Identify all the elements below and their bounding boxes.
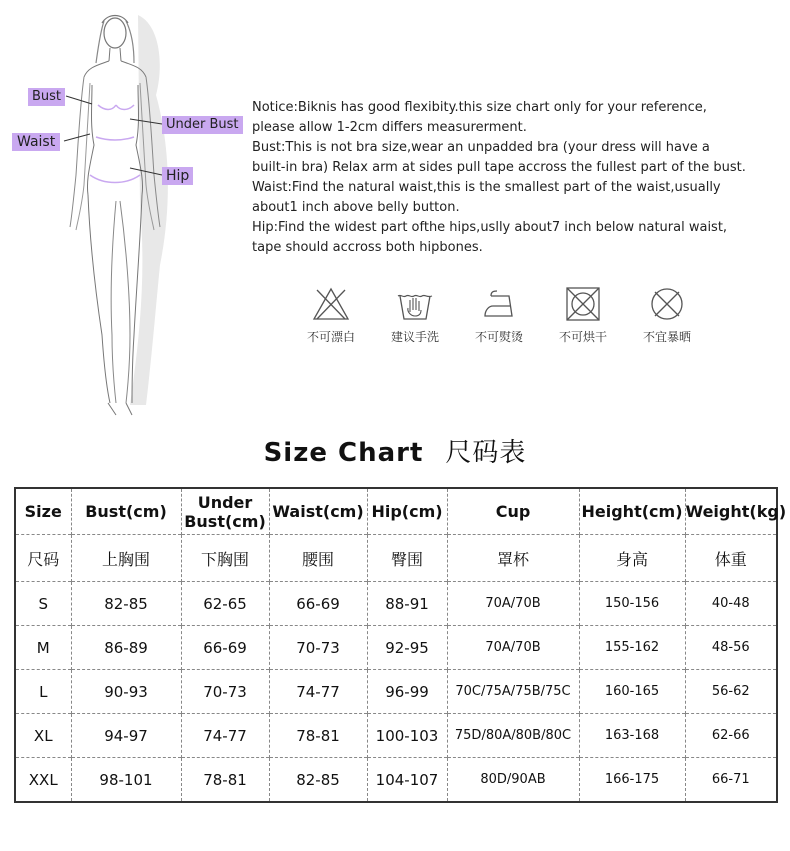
care-label: 不宜暴晒 [642, 330, 691, 344]
table-cell: 155-162 [579, 626, 685, 670]
header-row-chinese [15, 535, 777, 582]
table-cell: 62-65 [181, 582, 269, 626]
notice-line: built-in bra) Relax arm at sides pull tape accross the fullest part of the bust. [252, 160, 746, 175]
care-label: 不可烘干 [558, 330, 607, 344]
header-row [15, 488, 777, 535]
table-cell: 98-101 [71, 758, 181, 803]
column-header: Height(cm) [579, 488, 685, 535]
table-cell: 96-99 [367, 670, 447, 714]
notice-line: about1 inch above belly button. [252, 200, 460, 215]
column-header: Bust(cm) [71, 488, 181, 535]
size-chart-title-en: Size Chart [263, 438, 424, 468]
table-cell: 74-77 [181, 714, 269, 758]
table-cell: 75D/80A/80B/80C [447, 714, 579, 758]
table-cell: 70C/75A/75B/75C [447, 670, 579, 714]
notice-line: Waist:Find the natural waist,this is the smallest part of the waist,usually [252, 180, 721, 195]
table-cell: XXL [15, 758, 71, 803]
table-cell: 66-71 [685, 758, 777, 803]
table-cell: S [15, 582, 71, 626]
table-cell: 82-85 [71, 582, 181, 626]
table-row [15, 670, 777, 714]
care-item-no-sun-dry [632, 286, 702, 345]
table-cell: 48-56 [685, 626, 777, 670]
table-cell: 82-85 [269, 758, 367, 803]
hip-tag: Hip [162, 167, 193, 185]
no-bleach-icon [311, 286, 351, 322]
under-bust-tag: Under Bust [162, 116, 243, 134]
bust-tag: Bust [28, 88, 65, 106]
table-row [15, 582, 777, 626]
size-chart-title-cn: 尺码表 [445, 438, 527, 468]
notice-line: please allow 1-2cm differs measurerment. [252, 120, 527, 135]
waist-tag: Waist [12, 133, 60, 151]
care-label: 不可熨烫 [474, 330, 523, 344]
table-cell: 66-69 [181, 626, 269, 670]
column-header: Hip(cm) [367, 488, 447, 535]
table-cell: XL [15, 714, 71, 758]
column-header-cn: 臀围 [367, 535, 447, 582]
column-header: Under Bust(cm) [181, 488, 269, 535]
care-item-hand-wash [380, 286, 450, 345]
table-cell: 74-77 [269, 670, 367, 714]
care-item-no-iron [464, 286, 534, 345]
column-header: Cup [447, 488, 579, 535]
column-header: Waist(cm) [269, 488, 367, 535]
no-sun-dry-icon [647, 286, 687, 322]
table-cell: 78-81 [181, 758, 269, 803]
table-cell: 70-73 [269, 626, 367, 670]
care-instructions [296, 286, 716, 356]
hand-wash-icon [395, 286, 435, 322]
column-header-cn: 体重 [685, 535, 777, 582]
table-cell: 86-89 [71, 626, 181, 670]
column-header: Weight(kg) [685, 488, 777, 535]
table-cell: 163-168 [579, 714, 685, 758]
table-cell: 80D/90AB [447, 758, 579, 803]
column-header-cn: 下胸围 [181, 535, 269, 582]
table-cell: 100-103 [367, 714, 447, 758]
column-header: Size [24, 502, 62, 521]
notice-line: tape should accross both hipbones. [252, 240, 483, 255]
notice-line: Notice:Biknis has good flexibity.this size chart only for your reference, [252, 100, 707, 115]
table-row [15, 626, 777, 670]
column-header-cn: 尺码 [15, 535, 71, 582]
column-header-cn: 腰围 [269, 535, 367, 582]
care-item-no-tumble-dry [548, 286, 618, 345]
table-cell: 78-81 [269, 714, 367, 758]
column-header-cn: 上胸围 [71, 535, 181, 582]
table-cell: 62-66 [685, 714, 777, 758]
table-cell: 92-95 [367, 626, 447, 670]
table-cell: 104-107 [367, 758, 447, 803]
table-cell: 56-62 [685, 670, 777, 714]
table-cell: 88-91 [367, 582, 447, 626]
table-cell: L [15, 670, 71, 714]
table-cell: 94-97 [71, 714, 181, 758]
notice-line: Hip:Find the widest part ofthe hips,uslly about7 inch below natural waist, [252, 220, 728, 235]
table-cell: 40-48 [685, 582, 777, 626]
table-cell: 70A/70B [447, 582, 579, 626]
no-iron-icon [479, 286, 519, 322]
column-header-cn: 罩杯 [447, 535, 579, 582]
size-chart-title [0, 432, 790, 469]
care-label: 建议手洗 [390, 330, 439, 344]
notice-line: Bust:This is not bra size,wear an unpadded bra (your dress will have a [252, 140, 710, 155]
measurement-notice [252, 98, 788, 258]
care-label: 不可漂白 [306, 330, 355, 344]
table-row [15, 758, 777, 803]
table-cell: 90-93 [71, 670, 181, 714]
table-cell: 166-175 [579, 758, 685, 803]
table-row [15, 714, 777, 758]
table-cell: 70A/70B [447, 626, 579, 670]
table-cell: 70-73 [181, 670, 269, 714]
table-cell: 66-69 [269, 582, 367, 626]
table-cell: M [15, 626, 71, 670]
care-item-no-bleach [296, 286, 366, 345]
no-tumble-dry-icon [563, 286, 603, 322]
table-cell: 160-165 [579, 670, 685, 714]
table-cell: 150-156 [579, 582, 685, 626]
column-header-cn: 身高 [579, 535, 685, 582]
size-chart-table [14, 487, 787, 803]
